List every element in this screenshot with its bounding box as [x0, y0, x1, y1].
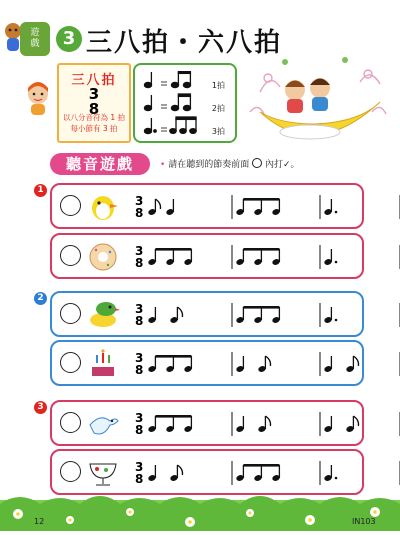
instruction: [160, 157, 300, 170]
beat-label-2: 2拍: [211, 104, 225, 113]
note-beam: [155, 248, 191, 251]
time-sig-numerator: 3: [135, 194, 144, 208]
note-values-chart: [143, 71, 203, 137]
group-2-row-1[interactable]: [50, 291, 364, 337]
note-flag: [177, 307, 182, 317]
note-beam: [243, 464, 279, 467]
bird-icon: [86, 298, 120, 330]
note-dot: [335, 477, 338, 480]
rhythm-staff: [132, 295, 400, 333]
rhythm-staff: [132, 344, 400, 382]
note-flag: [353, 356, 358, 366]
note-dot: [335, 319, 338, 322]
time-sig-numerator: 3: [135, 244, 144, 258]
donut-icon: [86, 240, 120, 272]
note-beam: [243, 248, 279, 251]
instruction-end: 。: [290, 160, 300, 170]
cake-icon: [86, 347, 120, 379]
time-sig-numerator: 3: [135, 411, 144, 425]
time-signature-desc-2: 每小節有 3 拍: [70, 124, 118, 133]
game-number: 3: [56, 26, 82, 52]
time-signature-denominator: 8: [88, 100, 100, 118]
time-sig-denominator: 8: [135, 363, 144, 377]
time-sig-denominator: 8: [135, 314, 144, 328]
note-flag: [265, 356, 270, 366]
check-icon: ✓: [282, 160, 291, 170]
bullet-icon: •: [160, 160, 166, 170]
time-sig-denominator: 8: [135, 472, 144, 486]
answer-circle[interactable]: [60, 461, 81, 482]
group-1-number: 1: [34, 184, 47, 197]
page-code: IN103: [352, 517, 376, 526]
time-sig-numerator: 3: [135, 351, 144, 365]
answer-circle[interactable]: [60, 245, 81, 266]
section-title: 聽音遊戲: [50, 153, 150, 175]
note-beam: [155, 355, 191, 358]
time-signature-box: [57, 63, 131, 143]
group-1-row-1[interactable]: [50, 183, 364, 229]
group-1-row-2[interactable]: [50, 233, 364, 279]
kids-banana-illustration: [240, 52, 390, 147]
badge-line1: 遊: [30, 28, 40, 38]
note-dot: [335, 211, 338, 214]
time-signature-numerator: 3: [88, 85, 100, 103]
rhythm-staff: [132, 237, 400, 275]
beat-label-1: 1拍: [211, 81, 225, 90]
badge-line2: 戲: [30, 39, 40, 49]
answer-circle[interactable]: [60, 195, 81, 216]
rhythm-staff: [132, 404, 400, 442]
time-sig-denominator: 8: [135, 256, 144, 270]
note-beam: [155, 415, 191, 418]
note-flag: [353, 416, 358, 426]
grass-footer: [0, 486, 400, 531]
note-beam: [243, 198, 279, 201]
note-flag: [177, 465, 182, 475]
note-dot: [335, 261, 338, 264]
answer-circle[interactable]: [60, 412, 81, 433]
rhythm-staff: [132, 187, 400, 225]
girl-illustration: [22, 80, 54, 116]
answer-circle[interactable]: [60, 303, 81, 324]
answer-circle[interactable]: [60, 352, 81, 373]
time-sig-numerator: 3: [135, 302, 144, 316]
note-flag: [265, 416, 270, 426]
circle-icon: [252, 158, 262, 168]
cup-icon: [86, 456, 120, 488]
time-signature-title: 三八拍: [71, 73, 117, 88]
time-sig-numerator: 3: [135, 460, 144, 474]
group-2-number: 2: [34, 292, 47, 305]
group-2-row-2[interactable]: [50, 340, 364, 386]
penguin-icon: [86, 190, 120, 222]
page-title: 三八拍・六八拍: [86, 28, 283, 58]
instruction-text: 請在聽到的節奏前面: [168, 160, 250, 170]
note-flag: [155, 199, 160, 209]
group-3-row-1[interactable]: [50, 400, 364, 446]
game-badge: [20, 22, 50, 56]
time-signature-desc-1: 以八分音符為 1 拍: [62, 113, 126, 122]
group-3-number: 3: [34, 401, 47, 414]
time-sig-denominator: 8: [135, 423, 144, 437]
note-beam: [243, 306, 279, 309]
page-number: 12: [34, 517, 45, 526]
instruction-tail: 內打: [264, 160, 283, 170]
dove-icon: [86, 407, 120, 439]
note-values-box: [133, 63, 237, 143]
beat-label-3: 3拍: [211, 127, 225, 136]
time-sig-denominator: 8: [135, 206, 144, 220]
